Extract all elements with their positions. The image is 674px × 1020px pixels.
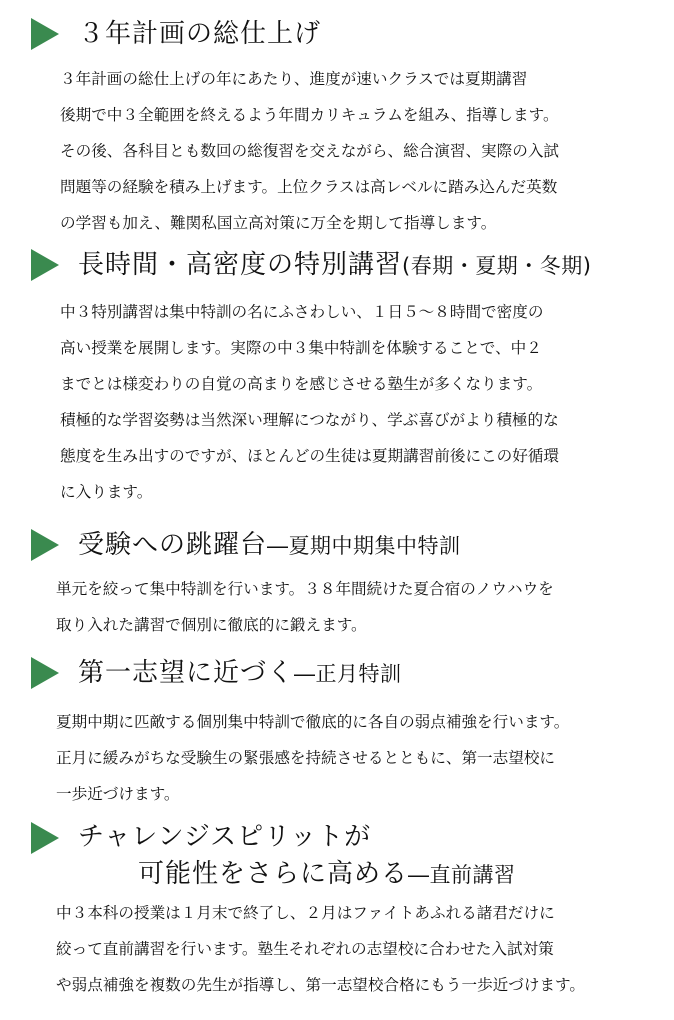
section-marker-icon: [31, 249, 59, 281]
section-marker-icon: [31, 18, 59, 50]
section-subheading: ―夏期中期集中特訓: [267, 534, 461, 558]
section-body: [56, 704, 569, 812]
body-line: 後期で中３全範囲を終えるよう年間カリキュラムを組み、指導します。: [60, 106, 559, 124]
body-line: 取り入れた講習で個別に徹底的に鍛えます。: [56, 616, 367, 634]
body-line: 夏期中期に匹敵する個別集中特訓で徹底的に各自の弱点補強を行います。: [56, 713, 570, 731]
body-line: までとは様変わりの自覚の高まりを感じさせる塾生が多くなります。: [60, 375, 543, 393]
section-subheading: ―直前講習: [408, 863, 516, 887]
section-heading: 長時間・高密度の特別講習(春期・夏期・冬期): [78, 250, 592, 280]
section-marker-icon: [31, 529, 59, 561]
body-line: 絞って直前講習を行います。塾生それぞれの志望校に合わせた入試対策: [56, 940, 554, 958]
section-body: [56, 571, 554, 643]
body-line: ３年計画の総仕上げの年にあたり、進度が速いクラスでは夏期講習: [60, 70, 528, 88]
body-line: に入ります。: [60, 483, 153, 501]
body-line: その後、各科目とも数回の総復習を交えながら、総合演習、実際の入試: [60, 142, 560, 160]
body-line: 高い授業を展開します。実際の中３集中特訓を体験することで、中２: [60, 339, 542, 357]
body-line: 単元を絞って集中特訓を行います。３８年間続けた夏合宿のノウハウを: [56, 580, 554, 598]
section-subheading: (春期・夏期・冬期): [402, 254, 592, 278]
section-body: [56, 895, 585, 1003]
body-line: 中３特別講習は集中特訓の名にふさわしい、１日５～８時間で密度の: [60, 303, 544, 321]
body-line: の学習も加え、難関私国立高対策に万全を期して指導します。: [60, 214, 497, 232]
section-heading-line2: 可能性をさらに高める―直前講習: [138, 859, 516, 889]
body-line: 積極的な学習姿勢は当然深い理解につながり、学ぶ喜びがより積極的な: [60, 411, 559, 429]
body-line: 問題等の経験を積み上げます。上位クラスは高レベルに踏み込んだ英数: [60, 178, 558, 196]
section-body: [60, 61, 559, 241]
section-subheading: ―正月特訓: [294, 662, 402, 686]
section-heading: 受験への跳躍台―夏期中期集中特訓: [78, 530, 461, 560]
body-line: 一歩近づけます。: [56, 785, 180, 803]
section-heading: 第一志望に近づく―正月特訓: [78, 658, 402, 688]
body-line: 正月に緩みがちな受験生の緊張感を持続させるとともに、第一志望校に: [56, 749, 556, 767]
section-heading: ３年計画の総仕上げ: [78, 19, 322, 49]
section-marker-icon: [31, 822, 59, 854]
section-marker-icon: [31, 657, 59, 689]
section-body: [60, 294, 559, 510]
section-heading: チャレンジスピリットが: [78, 822, 372, 852]
body-line: や弱点補強を複数の先生が指導し、第一志望校合格にもう一歩近づけます。: [56, 976, 585, 994]
body-line: 態度を生み出すのですが、ほとんどの生徒は夏期講習前後にこの好循環: [60, 447, 560, 465]
body-line: 中３本科の授業は１月末で終了し、２月はファイトあふれる諸君だけに: [56, 904, 555, 922]
